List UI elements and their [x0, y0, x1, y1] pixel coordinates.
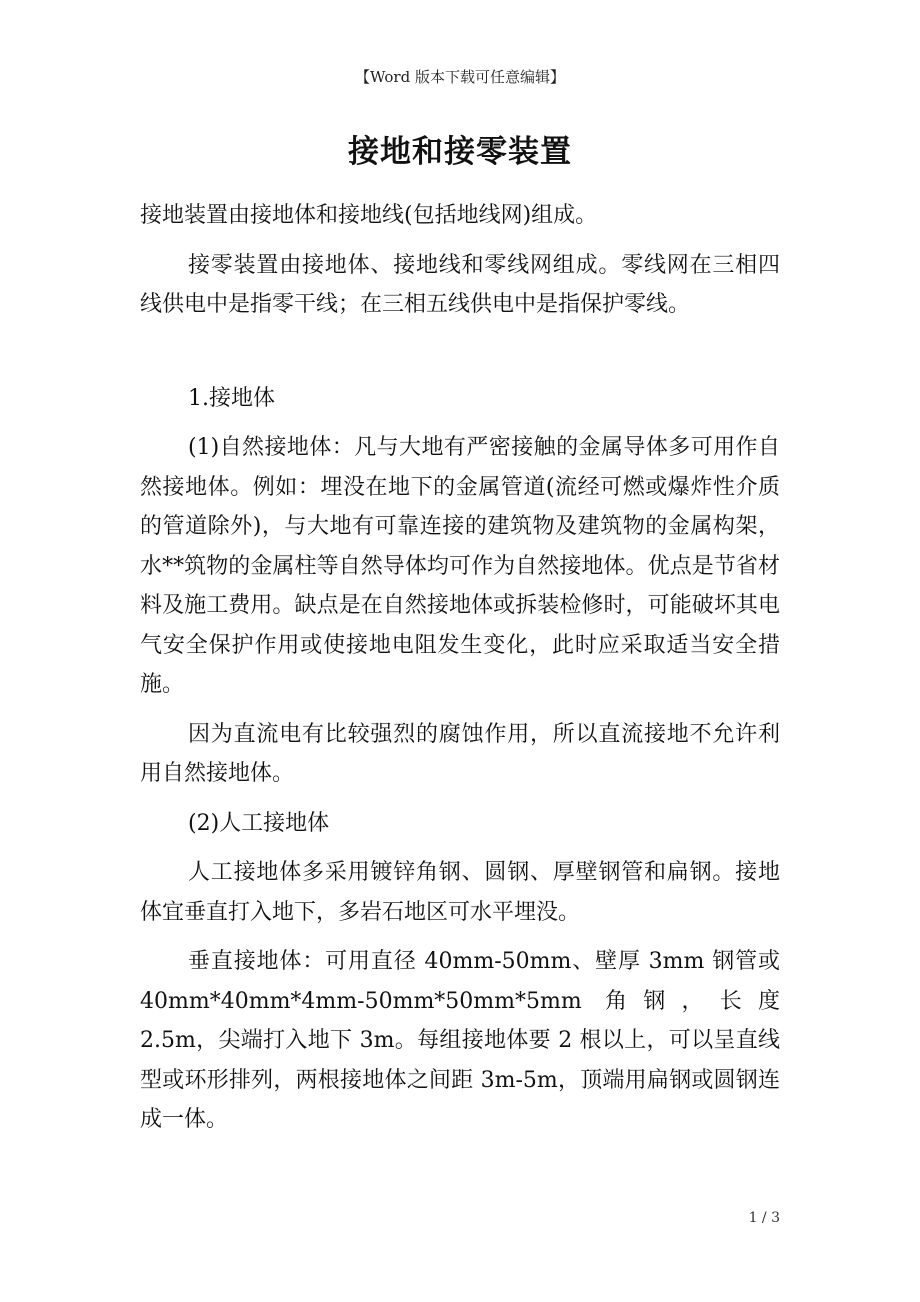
paragraph-intro: 接地装置由接地体和接地线(包括地线网)组成。 — [140, 203, 598, 228]
document-body — [140, 196, 780, 1150]
page-number: 1 / 3 — [748, 1210, 780, 1226]
paragraph-vertical-grounding: 垂直接地体：可用直径 40mm-50mm、壁厚 3mm 钢管或 40mm*40mm*4mm-50mm*50mm*5mm 角钢，长度 2.5m，尖端打入地下 3m。每组接地体要 2 根以上，可以呈直线型或环形排列，两根接地体之间距 3m-5m，顶端用扁钢或圆钢连成一体。 — [140, 949, 780, 1132]
subheading-artificial-grounding: (2)人工接地体 — [188, 810, 330, 836]
document-title: 接地和接零装置 — [348, 134, 572, 170]
paragraph-natural-grounding: (1)自然接地体：凡与大地有严密接触的金属导体多可用作自然接地体。例如：埋没在地下的金属管道(流经可燃或爆炸性介质的管道除外)，与大地有可靠连接的建筑物及建筑物的金属构架，水**筑物的金属柱等自然导体均可作为自然接地体。优点是节省材料及施工费用。缺点是在自然接地体或拆装检修时，可能破坏其电气安全保护作用或使接地电阻发生变化，此时应采取适当安全措施。 — [140, 435, 780, 697]
paragraph-dc-grounding: 因为直流电有比较强烈的腐蚀作用，所以直流接地不允许利用自然接地体。 — [140, 721, 780, 786]
paragraph-artificial-materials: 人工接地体多采用镀锌角钢、圆钢、厚壁钢管和扁钢。接地体宜垂直打入地下，多岩石地区可水平埋没。 — [140, 860, 780, 925]
page-header: 【Word 版本下载可任意编辑】 — [355, 68, 565, 86]
section-heading-grounding-body: 1.接地体 — [188, 385, 275, 411]
paragraph-neutral-device: 接零装置由接地体、接地线和零线网组成。零线网在三相四线供电中是指零干线；在三相五线供电中是指保护零线。 — [140, 252, 780, 317]
